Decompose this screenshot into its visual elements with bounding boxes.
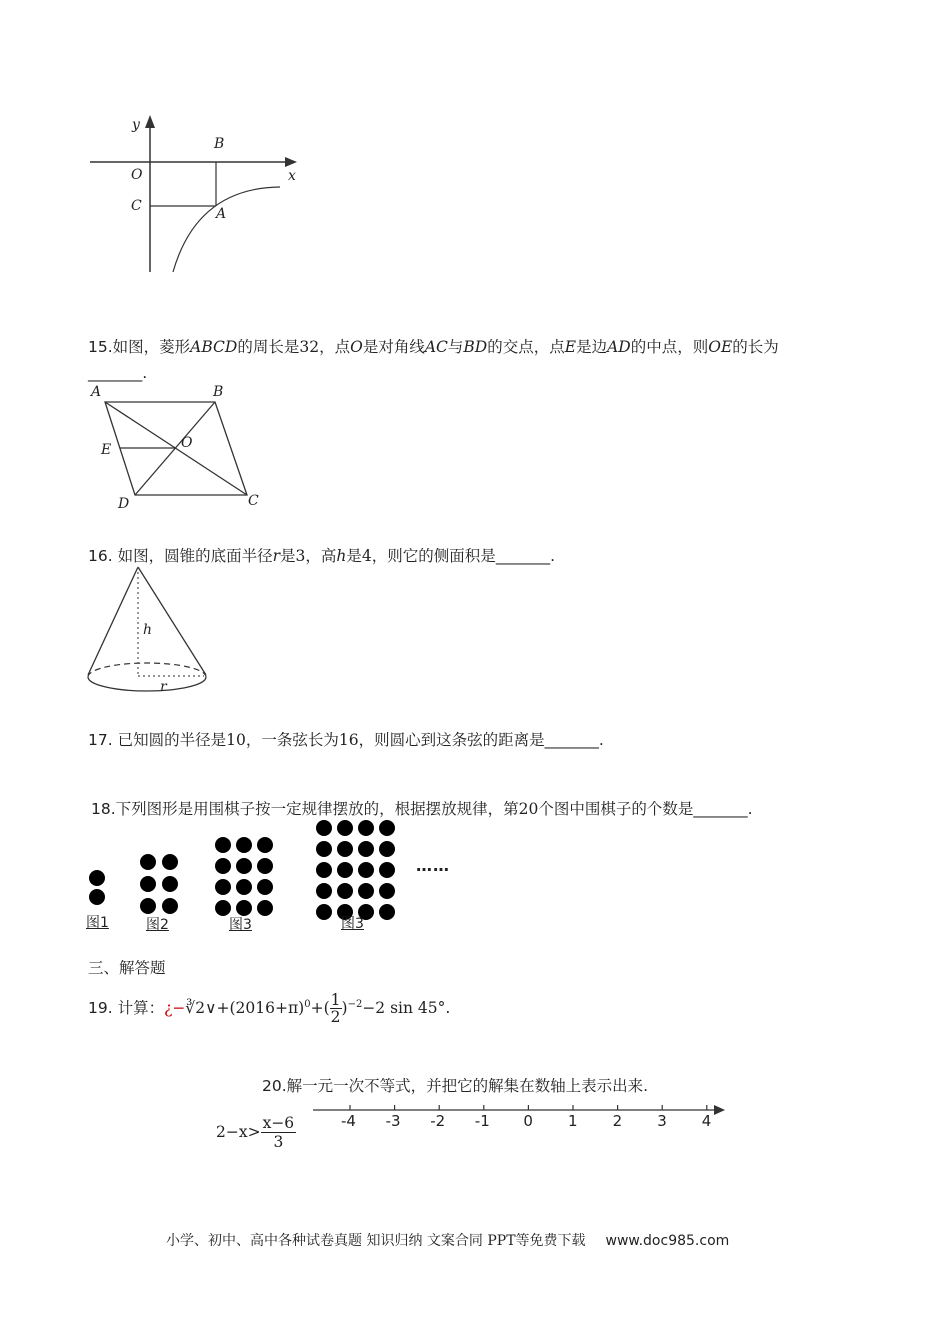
go-stone [215, 837, 231, 853]
question-15: 15.如图，菱形ABCD的周长是32，点O是对角线AC与BD的交点，点E是边AD的中点，则OE的长为 [88, 338, 779, 356]
answer-blank-15: _______. [88, 364, 148, 382]
go-stone [140, 876, 156, 892]
footer-text: 小学、初中、高中各种试卷真题 知识归纳 文案合同 PPT等免费下载 [166, 1233, 586, 1249]
go-stone [358, 820, 374, 836]
number-line-label: 1 [568, 1112, 578, 1130]
caption-fig-2: 图2 [146, 917, 169, 933]
number-line-label: -3 [385, 1112, 401, 1130]
go-stone [236, 837, 252, 853]
number-line-label: 3 [657, 1112, 667, 1130]
go-stone [236, 858, 252, 874]
label-cone-h: h [143, 622, 153, 638]
go-stone [379, 883, 395, 899]
go-stone [140, 854, 156, 870]
go-stone [337, 862, 353, 878]
caption-fig-1: 图1 [86, 915, 109, 931]
go-stone [257, 900, 273, 916]
number-line-label: 4 [701, 1112, 712, 1130]
go-stone [140, 898, 156, 914]
label-rhombus-c: C [248, 493, 259, 509]
label-rhombus-a: A [91, 384, 102, 400]
label-y: y [132, 117, 140, 133]
go-stone [316, 841, 332, 857]
go-stone [337, 820, 353, 836]
figure-15-rhombus [85, 385, 275, 515]
go-stone [379, 841, 395, 857]
go-stone [257, 879, 273, 895]
label-cone-r: r [160, 679, 167, 695]
go-stone [379, 862, 395, 878]
footer-url[interactable]: www.doc985.com [605, 1233, 730, 1249]
question-17: 17. 已知圆的半径是10，一条弦长为16，则圆心到这条弦的距离是_______. [88, 731, 604, 749]
go-stone [337, 883, 353, 899]
figure-14-graph [85, 110, 315, 280]
label-o: O [131, 167, 143, 183]
section-heading-3: 三、解答题 [88, 959, 166, 977]
label-rhombus-b: B [213, 384, 224, 400]
label-c: C [131, 198, 142, 214]
go-stone [257, 858, 273, 874]
number-line [310, 1100, 730, 1120]
question-18: 18.下列图形是用围棋子按一定规律摆放的，根据摆放规律，第20个图中围棋子的个数是_______. [91, 800, 753, 818]
number-line-label: -1 [474, 1112, 490, 1130]
question-20: 20.解一元一次不等式，并把它的解集在数轴上表示出来. [262, 1077, 649, 1095]
number-line-label: 2 [612, 1112, 623, 1130]
label-rhombus-e: E [101, 442, 112, 458]
go-stone [162, 854, 178, 870]
go-stone [358, 862, 374, 878]
footer [166, 1230, 729, 1250]
label-rhombus-d: D [118, 496, 130, 512]
go-stone [162, 876, 178, 892]
label-a: A [216, 206, 227, 222]
go-stone [215, 879, 231, 895]
number-line-label: 0 [523, 1112, 533, 1130]
go-stone [358, 883, 374, 899]
go-stone [316, 883, 332, 899]
go-stone [89, 870, 105, 886]
label-b: B [214, 136, 225, 152]
go-stone [89, 889, 105, 905]
go-stone [162, 898, 178, 914]
number-line-label: -4 [341, 1112, 356, 1130]
inequality: 2−x> $\frac{x-6}{3}$ [216, 1114, 295, 1151]
go-stone [358, 841, 374, 857]
go-stone [337, 841, 353, 857]
question-19: 19. 计算：¿$-∛2\vee+(2016+\pi)^0+$( $\frac{1}{2}$ )$^{-2}$−2 sin 45°. [88, 991, 451, 1026]
go-stone [215, 858, 231, 874]
go-stone [316, 862, 332, 878]
go-stone [316, 904, 332, 920]
go-stone [316, 820, 332, 836]
caption-fig-4: 图3 [341, 916, 364, 932]
label-x: x [288, 168, 296, 184]
go-stone [236, 879, 252, 895]
go-stone [379, 904, 395, 920]
go-stone [379, 820, 395, 836]
go-stone [257, 837, 273, 853]
number-line-label: -2 [430, 1112, 446, 1130]
caption-fig-3: 图3 [229, 917, 252, 933]
label-rhombus-o: O [181, 435, 193, 451]
pattern-ellipsis: …… [416, 856, 450, 875]
question-16: 16. 如图，圆锥的底面半径r是3，高h是4，则它的侧面积是_______. [88, 547, 555, 565]
